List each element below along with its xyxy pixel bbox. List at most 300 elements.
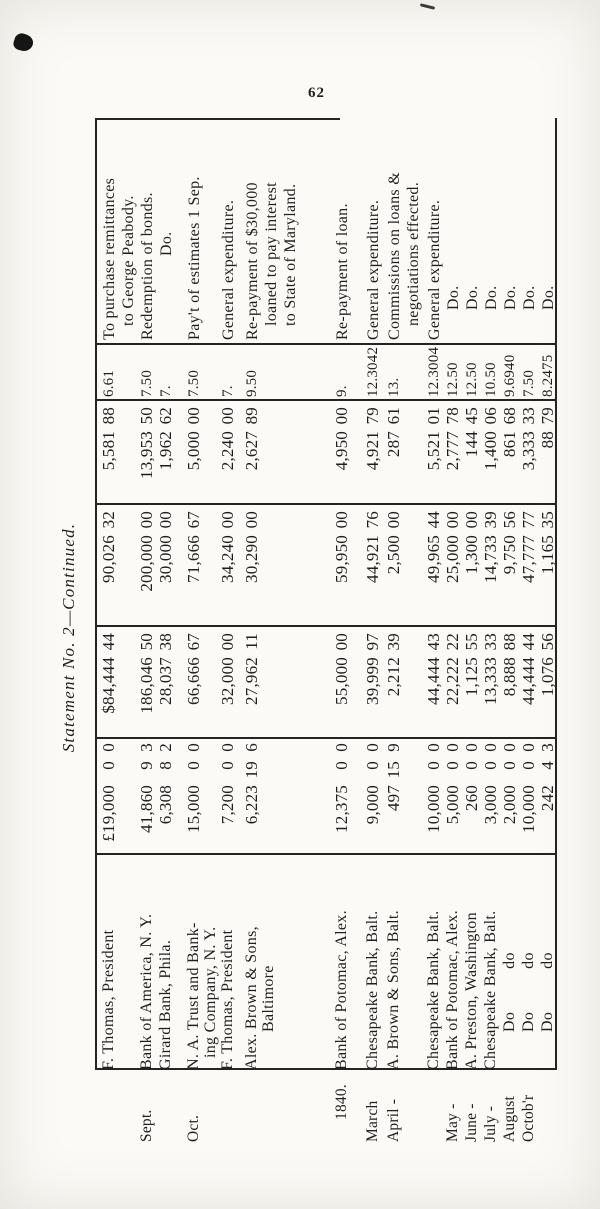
premium-cents: 00	[184, 407, 203, 425]
remark-line: to State of Maryland.	[282, 183, 299, 326]
remarks-cell	[100, 115, 138, 345]
payee-line: Do do	[539, 952, 556, 1032]
proceeds-cell	[243, 505, 261, 627]
premium-cell	[425, 401, 443, 505]
pence-value: 3	[137, 743, 156, 752]
pounds-amount: 2,000	[500, 785, 519, 825]
table-row	[444, 115, 463, 1160]
dollars-amount: 27,962	[242, 657, 261, 705]
premium-cents: 06	[481, 407, 500, 425]
dollars-equivalent-cell	[425, 627, 443, 739]
date-label: 1840.	[333, 1084, 350, 1120]
proceeds-cell	[364, 505, 382, 627]
premium-amount: 3,333	[519, 431, 538, 471]
premium-cents: 00	[332, 407, 351, 425]
rotated-ledger-sheet	[55, 115, 565, 1160]
date-cell	[425, 1070, 443, 1160]
payee-line: F. Thomas, President	[219, 929, 236, 1070]
dollars-equivalent-cell	[100, 627, 118, 739]
dollars-amount: 1,125	[462, 657, 481, 697]
payee-line: Chesapeake Bank, Balt.	[364, 910, 381, 1070]
proceeds-amount: 25,000	[443, 535, 462, 583]
remarks-cell	[243, 115, 300, 345]
pence-value: 2	[156, 743, 175, 752]
proceeds-amount: 71,666	[184, 535, 203, 583]
premium-cents: 00	[218, 407, 237, 425]
dollars-equivalent-cell	[463, 627, 481, 739]
date-cell	[243, 1070, 261, 1160]
dollars-equivalent-cell	[185, 627, 203, 739]
payee-line: Do do	[501, 952, 518, 1032]
payee-line: A. Brown & Sons, Balt.	[385, 910, 402, 1070]
table-row	[520, 115, 539, 1160]
dollars-equivalent-cell	[243, 627, 261, 739]
premium-cell	[138, 401, 156, 505]
proceeds-cell	[463, 505, 481, 627]
payee-cell	[219, 855, 236, 1070]
rate-cell: 9.6940	[502, 354, 518, 397]
table-row	[333, 115, 352, 1160]
proceeds-amount: 14,733	[481, 535, 500, 583]
pence-value: 0	[462, 743, 481, 752]
proceeds-amount: 2,500	[384, 535, 403, 575]
shillings-value: 0	[443, 761, 462, 770]
pence-value: 0	[519, 743, 538, 752]
proceeds-amount: 44,921	[363, 535, 382, 583]
pounds-cell	[425, 739, 443, 855]
pounds-amount: 3,000	[481, 785, 500, 825]
premium-cents: 33	[519, 407, 538, 425]
payee-line: Bank of America, N. Y.	[138, 913, 155, 1070]
rate-cell: 12.3042	[365, 346, 381, 397]
rate-cell: 12.3004	[426, 346, 442, 397]
remarks-cell	[463, 115, 482, 345]
dollars-equivalent-cell	[501, 627, 519, 739]
cents-value: 97	[363, 633, 382, 651]
premium-cents: 45	[462, 407, 481, 425]
proceeds-cents: 56	[500, 511, 519, 529]
payee-cell	[444, 855, 461, 1070]
proceeds-cents: 00	[156, 511, 175, 529]
payee-cell	[138, 855, 155, 1070]
rate-cell: 7.	[220, 385, 236, 397]
dollars-equivalent-cell	[444, 627, 462, 739]
rate-cell: 7.50	[186, 369, 202, 397]
remark-line: Do.	[158, 231, 175, 256]
remarks-cell	[520, 115, 539, 345]
dollars-amount: 66,666	[184, 657, 203, 705]
table-row	[243, 115, 300, 1160]
remarks-cell	[157, 115, 176, 345]
premium-amount: 287	[384, 431, 403, 458]
payee-line: Alex. Brown & Sons,	[243, 926, 260, 1070]
pence-value: 0	[424, 743, 443, 752]
date-cell	[520, 1070, 538, 1160]
proceeds-cents: 35	[538, 511, 557, 529]
pounds-cell	[100, 739, 118, 855]
premium-cents: 01	[424, 407, 443, 425]
pounds-amount: £19,000	[99, 785, 118, 842]
cents-value: 33	[481, 633, 500, 651]
premium-cell	[185, 401, 203, 505]
payee-cell	[463, 855, 480, 1070]
proceeds-cents: 44	[424, 511, 443, 529]
cents-value: 22	[443, 633, 462, 651]
premium-amount: 144	[462, 431, 481, 458]
proceeds-cell	[482, 505, 500, 627]
proceeds-cents: 77	[519, 511, 538, 529]
shillings-value: 0	[184, 761, 203, 770]
proceeds-amount: 90,026	[99, 535, 118, 583]
remarks-cell	[364, 115, 383, 345]
date-cell	[219, 1070, 237, 1160]
proceeds-amount: 34,240	[218, 535, 237, 583]
pounds-cell	[539, 739, 557, 855]
pence-value: 0	[500, 743, 519, 752]
proceeds-cell	[138, 505, 156, 627]
pounds-amount: 242	[538, 785, 557, 812]
proceeds-amount: 200,000	[137, 535, 156, 592]
remark-line: General expenditure.	[220, 199, 237, 340]
proceeds-amount: 59,950	[332, 535, 351, 583]
pounds-amount: 41,860	[137, 785, 156, 833]
pounds-amount: 6,223	[242, 785, 261, 825]
table-row	[482, 115, 501, 1160]
date-label: August	[501, 1096, 518, 1142]
dollars-amount: 44,444	[424, 657, 443, 705]
pounds-amount: 12,375	[332, 785, 351, 833]
table-row	[501, 115, 520, 1160]
remark-line: Re-payment of loan.	[334, 203, 351, 340]
premium-cell	[333, 401, 351, 505]
rate-cell: 10.50	[483, 362, 499, 397]
rate-cell: 7.50	[521, 369, 537, 397]
dollars-equivalent-cell	[138, 627, 156, 739]
shillings-value: 15	[384, 761, 403, 779]
premium-amount: 4,950	[332, 431, 351, 471]
proceeds-cell	[185, 505, 203, 627]
rate-cell: 7.	[158, 385, 174, 397]
cents-value: 43	[424, 633, 443, 651]
payee-cell	[501, 855, 518, 1070]
cents-value: 67	[184, 633, 203, 651]
premium-cell	[243, 401, 261, 505]
proceeds-cell	[157, 505, 175, 627]
dollars-amount: 13,333	[481, 657, 500, 705]
proceeds-cents: 00	[332, 511, 351, 529]
table-row	[157, 115, 176, 1160]
remark-line: To purchase remittances	[101, 177, 118, 340]
payee-line: Baltimore	[260, 965, 277, 1032]
pence-value: 0	[481, 743, 500, 752]
pounds-amount: 260	[462, 785, 481, 812]
pounds-cell	[444, 739, 462, 855]
remark-line: negotiations effected.	[405, 181, 422, 326]
dollars-amount: 44,444	[519, 657, 538, 705]
proceeds-cents: 00	[242, 511, 261, 529]
pounds-amount: 10,000	[519, 785, 538, 833]
cents-value: 11	[242, 633, 261, 650]
date-cell	[138, 1070, 156, 1160]
pounds-cell	[364, 739, 382, 855]
dollars-equivalent-cell	[219, 627, 237, 739]
rate-cell: 6.61	[101, 369, 117, 397]
date-cell	[501, 1070, 519, 1160]
dollars-amount: 22,222	[443, 657, 462, 705]
dollars-amount: 32,000	[218, 657, 237, 705]
dollars-amount: 186,046	[137, 657, 156, 714]
table-row	[185, 115, 219, 1160]
date-cell	[385, 1070, 403, 1160]
pounds-amount: 9,000	[363, 785, 382, 825]
date-cell	[157, 1070, 175, 1160]
shillings-value: 0	[481, 761, 500, 770]
proceeds-cents: 00	[137, 511, 156, 529]
payee-line: ing Company, N. Y.	[202, 926, 219, 1058]
premium-cell	[385, 401, 403, 505]
proceeds-cell	[385, 505, 403, 627]
remarks-cell	[539, 115, 558, 345]
table-rows	[100, 115, 558, 1160]
payee-line: N. A. Trust and Bank-	[185, 922, 202, 1070]
remarks-cell	[185, 115, 204, 345]
pence-value: 0	[99, 743, 118, 752]
remarks-cell	[444, 115, 463, 345]
shillings-value: 19	[242, 761, 261, 779]
payee-cell	[425, 855, 442, 1070]
premium-amount: 2,627	[242, 431, 261, 471]
dollars-amount: 28,037	[156, 657, 175, 705]
date-label: Sept.	[138, 1109, 155, 1142]
date-cell	[333, 1070, 351, 1160]
premium-cents: 68	[500, 407, 519, 425]
scan-mark-artifact	[420, 3, 435, 10]
rate-cell: 9.50	[244, 369, 260, 397]
payee-line: Bank of Potomac, Alex.	[444, 910, 461, 1070]
pence-value: 6	[242, 743, 261, 752]
shillings-value: 0	[519, 761, 538, 770]
remark-line: Pay't of estimates 1 Sep.	[186, 176, 203, 340]
date-label: May -	[444, 1103, 461, 1142]
rate-cell: 7.50	[139, 369, 155, 397]
dollars-amount: 55,000	[332, 657, 351, 705]
proceeds-cents: 00	[218, 511, 237, 529]
cents-value: 50	[137, 633, 156, 651]
proceeds-amount: 47,777	[519, 535, 538, 583]
date-cell	[482, 1070, 500, 1160]
table-row	[364, 115, 383, 1160]
pence-value: 0	[218, 743, 237, 752]
pounds-cell	[501, 739, 519, 855]
premium-cell	[444, 401, 462, 505]
pounds-cell	[185, 739, 203, 855]
proceeds-cents: 32	[99, 511, 118, 529]
dollars-equivalent-cell	[539, 627, 557, 739]
shillings-value: 0	[424, 761, 443, 770]
pence-value: 9	[384, 743, 403, 752]
premium-cell	[539, 401, 557, 505]
date-cell	[444, 1070, 462, 1160]
pounds-cell	[463, 739, 481, 855]
table-row	[100, 115, 138, 1160]
payee-cell	[385, 855, 402, 1070]
table-row	[138, 115, 157, 1160]
date-cell	[185, 1070, 203, 1160]
rate-cell: 13.	[386, 377, 402, 397]
pence-value: 0	[184, 743, 203, 752]
remarks-cell	[333, 115, 352, 345]
rate-cell: 12.50	[445, 362, 461, 397]
pence-value: 3	[538, 743, 557, 752]
payee-line: Do do	[520, 952, 537, 1032]
table-row	[539, 115, 558, 1160]
rate-cell: 9.	[334, 385, 350, 397]
payee-cell	[482, 855, 499, 1070]
remark-line: General expenditure.	[426, 199, 443, 340]
rate-cell: 8.2475	[540, 354, 556, 397]
payee-cell	[100, 855, 117, 1070]
premium-amount: 2,240	[218, 431, 237, 471]
proceeds-cents: 39	[481, 511, 500, 529]
cents-value: 00	[218, 633, 237, 651]
premium-amount: 861	[500, 431, 519, 458]
payee-line: Chesapeake Bank, Balt.	[425, 910, 442, 1070]
premium-amount: 88	[538, 431, 557, 449]
proceeds-cell	[520, 505, 538, 627]
remark-line: Do.	[521, 285, 538, 310]
remarks-cell	[219, 115, 238, 345]
pounds-amount: 15,000	[184, 785, 203, 833]
remark-line: General expenditure.	[365, 199, 382, 340]
payee-cell	[157, 855, 174, 1070]
cents-value: 56	[538, 633, 557, 651]
dollars-amount: 39,999	[363, 657, 382, 705]
dollars-equivalent-cell	[364, 627, 382, 739]
table-row	[463, 115, 482, 1160]
premium-cents: 89	[242, 407, 261, 425]
remark-line: Redemption of bonds.	[139, 192, 156, 340]
premium-cents: 50	[137, 407, 156, 425]
premium-cents: 79	[538, 407, 557, 425]
premium-amount: 13,953	[137, 431, 156, 479]
cents-value: 39	[384, 633, 403, 651]
proceeds-cents: 00	[443, 511, 462, 529]
proceeds-amount: 30,290	[242, 535, 261, 583]
rate-cell: 12.50	[464, 362, 480, 397]
remark-line: Do.	[445, 285, 462, 310]
remark-line: Do.	[502, 285, 519, 310]
premium-amount: 5,581	[99, 431, 118, 471]
remark-line: Commissions on loans &	[386, 172, 403, 340]
pounds-cell	[243, 739, 261, 855]
pounds-cell	[520, 739, 538, 855]
premium-cell	[520, 401, 538, 505]
premium-amount: 2,777	[443, 431, 462, 471]
pounds-cell	[138, 739, 156, 855]
proceeds-amount: 1,165	[538, 535, 557, 575]
premium-amount: 1,962	[156, 431, 175, 471]
proceeds-cents: 76	[363, 511, 382, 529]
ink-blot-artifact	[12, 31, 35, 53]
premium-amount: 5,521	[424, 431, 443, 471]
shillings-value: 0	[99, 761, 118, 770]
date-cell	[463, 1070, 481, 1160]
dollars-equivalent-cell	[157, 627, 175, 739]
proceeds-cents: 00	[384, 511, 403, 529]
dollars-amount: 1,076	[538, 657, 557, 697]
cents-value: 00	[332, 633, 351, 651]
dollars-amount: 8,888	[500, 657, 519, 697]
remark-line: Re-payment of $30,000	[244, 182, 261, 340]
remarks-cell	[482, 115, 501, 345]
date-cell	[539, 1070, 557, 1160]
payee-line: Bank of Potomac, Alex.	[333, 910, 350, 1070]
date-cell	[364, 1070, 382, 1160]
date-label: July -	[482, 1105, 499, 1142]
payee-cell	[539, 855, 556, 1070]
pence-value: 0	[443, 743, 462, 752]
remark-line: Do.	[540, 285, 557, 310]
table-title: Statement No. 2—Continued.	[59, 522, 78, 753]
premium-cents: 62	[156, 407, 175, 425]
dollars-equivalent-cell	[385, 627, 403, 739]
remark-line: Do.	[483, 285, 500, 310]
proceeds-cents: 67	[184, 511, 203, 529]
payee-cell	[333, 855, 350, 1070]
date-label: Octob'r	[520, 1094, 537, 1142]
payee-cell	[243, 855, 277, 1070]
remarks-cell	[138, 115, 157, 345]
pounds-amount: 5,000	[443, 785, 462, 825]
payee-line: Girard Bank, Phila.	[157, 939, 174, 1070]
date-label: March	[364, 1100, 381, 1142]
pounds-amount: 10,000	[424, 785, 443, 833]
proceeds-cell	[100, 505, 118, 627]
proceeds-amount: 30,000	[156, 535, 175, 583]
shillings-value: 0	[500, 761, 519, 770]
table-row	[219, 115, 238, 1160]
date-label: April -	[385, 1098, 402, 1142]
pounds-amount: 6,308	[156, 785, 175, 825]
pounds-amount: 7,200	[218, 785, 237, 825]
pence-value: 0	[332, 743, 351, 752]
shillings-value: 0	[218, 761, 237, 770]
premium-cell	[100, 401, 118, 505]
shillings-value: 0	[462, 761, 481, 770]
shillings-value: 0	[363, 761, 382, 770]
remarks-cell	[385, 115, 423, 345]
date-label: Oct.	[185, 1114, 202, 1142]
cents-value: 38	[156, 633, 175, 651]
proceeds-cell	[539, 505, 557, 627]
dollars-equivalent-cell	[520, 627, 538, 739]
dollars-equivalent-cell	[333, 627, 351, 739]
date-cell	[100, 1070, 118, 1160]
proceeds-cents: 00	[462, 511, 481, 529]
premium-amount: 4,921	[363, 431, 382, 471]
premium-cents: 79	[363, 407, 382, 425]
shillings-value: 8	[156, 761, 175, 770]
proceeds-cell	[425, 505, 443, 627]
proceeds-cell	[444, 505, 462, 627]
proceeds-cell	[333, 505, 351, 627]
pence-value: 0	[363, 743, 382, 752]
premium-cents: 61	[384, 407, 403, 425]
premium-amount: 1,400	[481, 431, 500, 471]
pounds-cell	[482, 739, 500, 855]
proceeds-amount: 1,300	[462, 535, 481, 575]
premium-cell	[219, 401, 237, 505]
